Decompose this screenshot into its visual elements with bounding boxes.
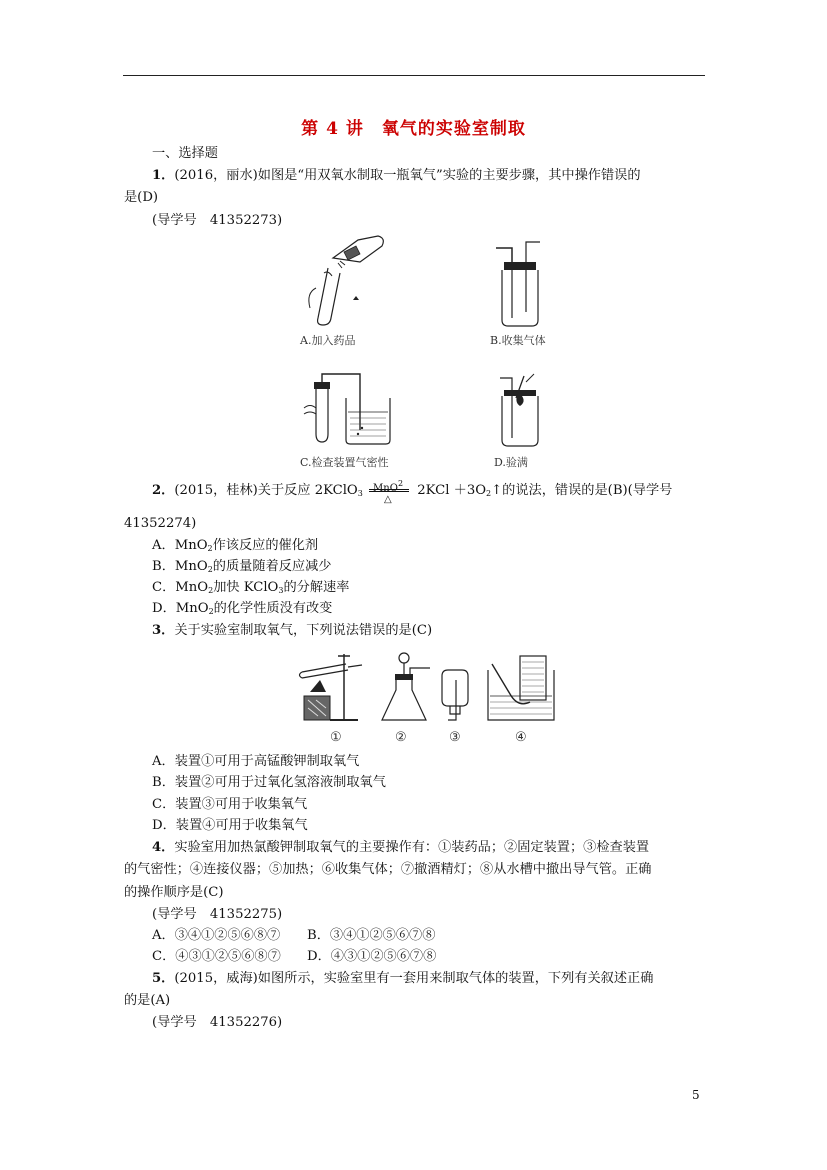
q3-stem: 3．关于实验室制取氧气，下列说法错误的是(C) [152,623,433,638]
q5-guide: (导学号 41352276) [152,1015,283,1030]
q4-line2: 的气密性；④连接仪器；⑤加热；⑥收集气体；⑦撤酒精灯；⑧从水槽中撤出导气管。正确 [124,862,652,877]
q2-option-b: B．MnO$_2$的质量随着反应减少 [152,559,332,574]
q1-line1: 1．(2016，丽水)如图是“用双氧水制取一瓶氧气”实验的主要步骤，其中操作错误的 [152,168,641,183]
q3-option-c: C．装置③可用于收集氧气 [152,797,308,812]
q3-label-4: ④ [515,730,527,745]
q4-option-d: D．④③①②⑤⑥⑦⑧ [307,949,437,964]
q2-option-a: A．MnO$_2$作该反应的催化剂 [152,538,319,553]
q2-reaction-condition: MnO$^2$ △ [367,481,413,501]
header-rule [123,75,705,76]
q1-guide: (导学号 41352273) [152,213,283,228]
q1-figure-a [298,228,398,328]
q3-option-b: B．装置②可用于过氧化氢溶液制取氧气 [152,775,386,790]
q1-figure-b [490,240,550,330]
q4-option-a: A．③④①②⑤⑥⑧⑦ [152,928,281,943]
q4-line3: 的操作顺序是(C) [124,885,224,900]
q1-caption-d: D.验满 [494,456,528,469]
q4-option-b: B．③④①②⑤⑥⑦⑧ [307,928,436,943]
q3-label-3: ③ [449,730,461,745]
q1-line2: 是(D) [124,190,159,205]
page-title: 第 4 讲 氧气的实验室制取 [301,119,526,139]
q1-caption-b: B.收集气体 [490,334,546,347]
q4-line1: 4．实验室用加热氯酸钾制取氧气的主要操作有：①装药品；②固定装置；③检查装置 [152,840,650,855]
page-number: 5 [692,1088,700,1102]
q5-line2: 的是(A) [124,993,171,1008]
q3-label-2: ② [395,730,407,745]
q2-line2: 41352274) [124,516,197,531]
q2-option-c: C．MnO$_2$加快 KClO$_3$的分解速率 [152,580,350,595]
q4-guide: (导学号 41352275) [152,907,283,922]
section-heading: 一、选择题 [152,146,218,161]
q1-figure-d [490,372,550,448]
q1-caption-a: A.加入药品 [300,334,356,347]
q2-option-d: D．MnO$_2$的化学性质没有改变 [152,601,333,616]
q2-line1: 2．(2015，桂林)关于反应 2KClO$_3$ MnO$^2$ △ $2KCl +3O_2↑$的说法，错误的是(B)(导学号 [152,479,673,505]
q5-line1: 5．(2015，威海)如图所示，实验室里有一套用来制取气体的装置，下列有关叙述正确 [152,971,654,986]
q3-label-1: ① [330,730,342,745]
q3-option-a: A．装置①可用于高锰酸钾制取氧气 [152,754,360,769]
q3-option-d: D．装置④可用于收集氧气 [152,818,308,833]
q3-apparatus-figure [296,650,558,726]
q1-figure-c [298,368,408,448]
q1-caption-c: C.检查装置气密性 [300,456,389,469]
q4-option-c: C．④③①②⑤⑥⑧⑦ [152,949,281,964]
